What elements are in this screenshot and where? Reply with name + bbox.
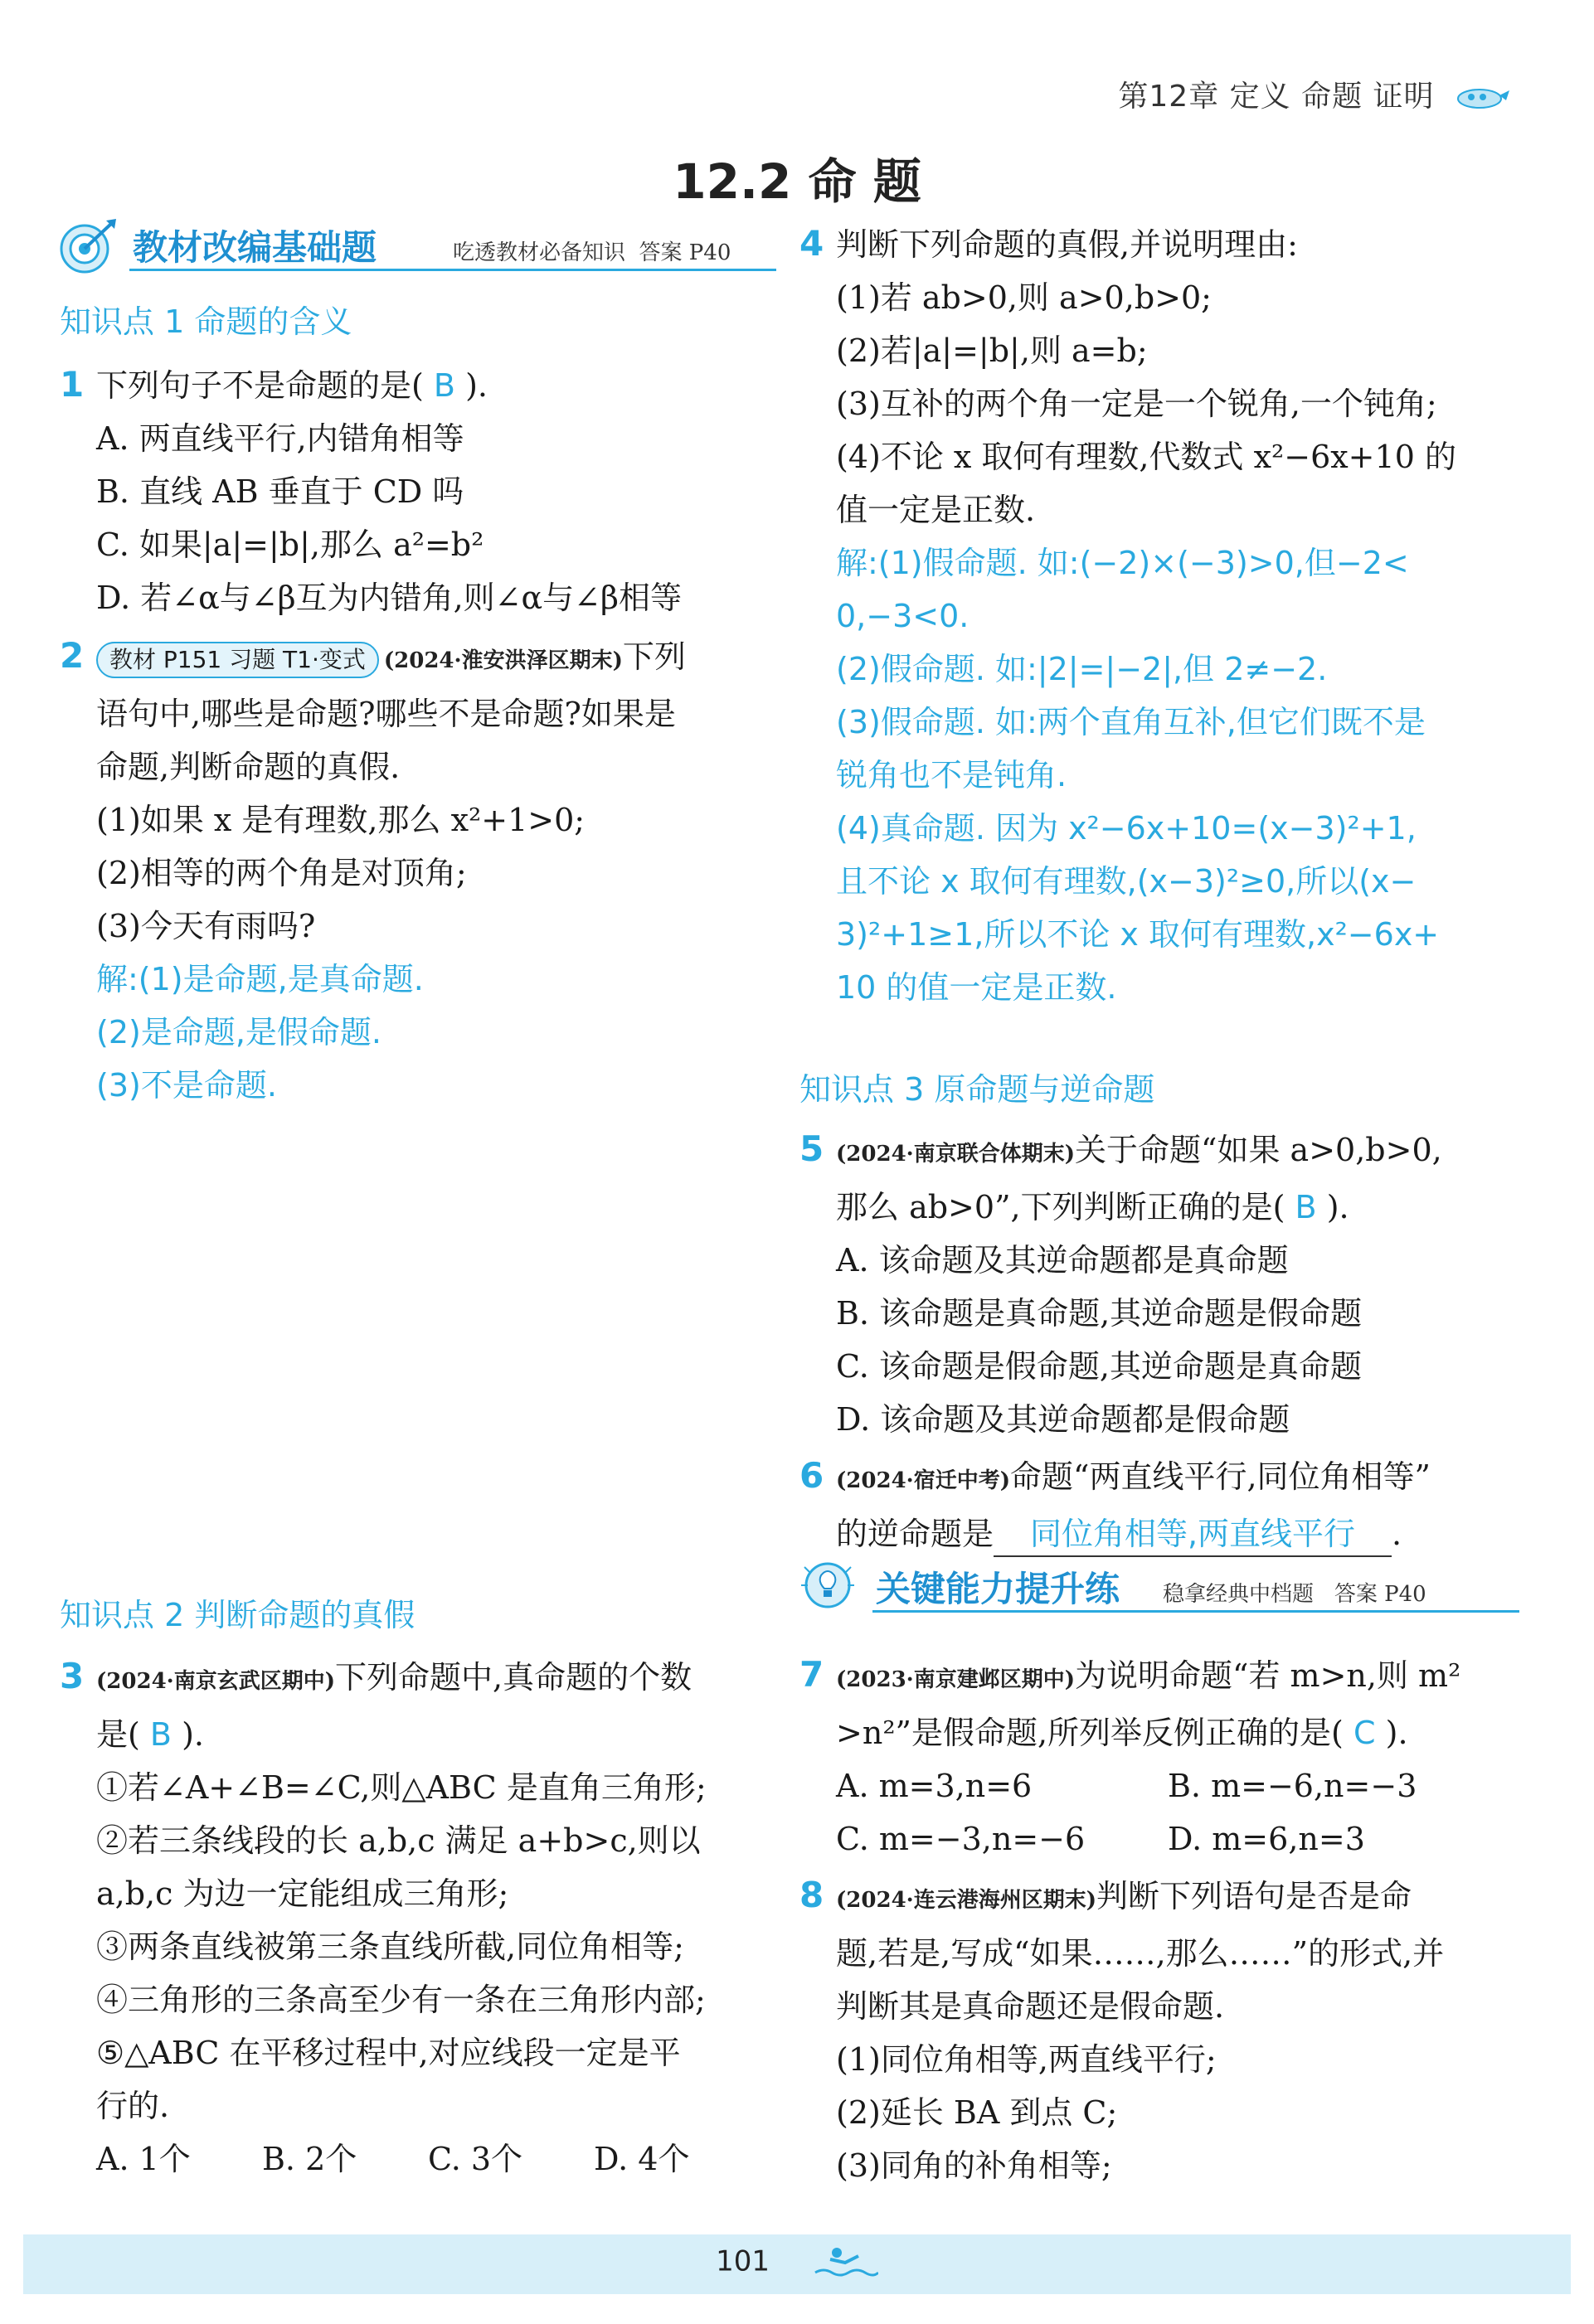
- fill-blank-answer: 同位角相等,两直线平行: [994, 1512, 1392, 1557]
- question-end: .: [1392, 1516, 1402, 1552]
- question-number: 3: [60, 1656, 85, 1696]
- options-row-2: [799, 1812, 1513, 1866]
- statement-1: ①若∠A+∠B=∠C,则△ABC 是直角三角形;: [96, 1769, 707, 1806]
- option-d: D. 若∠α与∠β互为内错角,则∠α与∠β相等: [96, 580, 682, 616]
- section-banner-title: 关键能力提升练: [876, 1569, 1120, 1609]
- question-source: (2024·宿迁中考): [836, 1468, 1011, 1493]
- section-subtitle-text: 稳拿经典中档题: [1163, 1582, 1315, 1607]
- question-end: ).: [1385, 1715, 1408, 1751]
- question-number: 2: [60, 635, 85, 676]
- option-b: B. 2个: [262, 2141, 357, 2177]
- question-line-text: 的逆命题是: [836, 1516, 994, 1552]
- left-column: [60, 295, 773, 1112]
- question-stem: 下列句子不是命题的是(: [96, 367, 424, 404]
- solution-line: (3)不是命题.: [96, 1067, 277, 1104]
- banner-underline: [872, 1610, 1519, 1613]
- solution-line: 解:(1)是命题,是真命题.: [96, 961, 424, 997]
- question-line: 判断下列语句是否是命: [1096, 1878, 1412, 1914]
- question-8: [799, 1869, 1513, 1927]
- option-a: A. 1个: [96, 2141, 191, 2177]
- question-stem-end: ).: [1326, 1189, 1349, 1225]
- lightbulb-icon: [798, 1559, 864, 1617]
- section-banner-basic: [55, 217, 776, 272]
- option-d: D. 4个: [594, 2141, 690, 2177]
- left-column-lower: [60, 1589, 773, 2186]
- option-c: C. m=−3,n=−6: [836, 1821, 1086, 1857]
- solution-line: (3)假命题. 如:两个直角互补,但它们既不是: [836, 704, 1426, 740]
- option-b: B. 直线 AB 垂直于 CD 吗: [96, 473, 464, 510]
- statement-3: ③两条直线被第三条直线所截,同位角相等;: [96, 1929, 684, 1965]
- question-stem-end: ).: [465, 367, 488, 404]
- section-banner-title: 教材改编基础题: [133, 227, 377, 268]
- question-2: [60, 629, 773, 687]
- question-7: [799, 1648, 1513, 1706]
- knowledge-point-1: 知识点 1 命题的含义: [60, 303, 352, 340]
- question-line: (2)相等的两个角是对顶角;: [96, 855, 467, 891]
- question-line: (4)不论 x 取何有理数,代数式 x²−6x+10 的: [836, 439, 1456, 475]
- question-line-text: >n²”是假命题,所列举反例正确的是(: [836, 1715, 1344, 1751]
- option-c: C. 如果|a|=|b|,那么 a²=b²: [96, 526, 484, 563]
- question-number: 5: [799, 1128, 824, 1169]
- answer-choice: B: [1295, 1189, 1317, 1225]
- option-a: A. m=3,n=6: [836, 1768, 1033, 1804]
- answer-choice: C: [1353, 1715, 1376, 1751]
- question-line: 判断下列命题的真假,并说明理由:: [836, 226, 1298, 263]
- section-banner-subtitle: [1163, 1577, 1426, 1608]
- page-number-text: 101: [716, 2244, 770, 2278]
- question-line: (2)若|a|=|b|,则 a=b;: [836, 332, 1148, 369]
- solution-line: 10 的值一定是正数.: [836, 969, 1117, 1006]
- option-c: C. 该命题是假命题,其逆命题是真命题: [836, 1348, 1362, 1385]
- answer-ref: 答案 P40: [1334, 1582, 1426, 1607]
- knowledge-point-2: 知识点 2 判断命题的真假: [60, 1597, 416, 1633]
- question-line: [799, 1706, 1513, 1759]
- question-line: (3)今天有雨吗?: [96, 908, 316, 944]
- option-d: D. 该命题及其逆命题都是假命题: [836, 1401, 1290, 1438]
- question-line: (1)若 ab>0,则 a>0,b>0;: [836, 279, 1212, 316]
- chapter-header: [1118, 73, 1511, 115]
- question-line: 关于命题“如果 a>0,b>0,: [1075, 1132, 1442, 1168]
- options-row-1: [799, 1759, 1513, 1812]
- answer-choice: B: [433, 367, 455, 404]
- question-line-text: 那么 ab>0”,下列判断正确的是(: [836, 1189, 1285, 1225]
- question-line: 命题“两直线平行,同位角相等”: [1010, 1458, 1431, 1495]
- statement-2: ②若三条线段的长 a,b,c 满足 a+b>c,则以: [96, 1822, 701, 1859]
- question-line: 命题,判断命题的真假.: [96, 749, 401, 785]
- solution-line: (2)是命题,是假命题.: [96, 1014, 381, 1050]
- option-a: A. 该命题及其逆命题都是真命题: [836, 1242, 1289, 1278]
- question-number: 4: [799, 223, 824, 264]
- solution-line: (2)假命题. 如:|2|=|−2|,但 2≠−2.: [836, 651, 1328, 687]
- textbook-tag: 教材 P151 习题 T1·变式: [96, 642, 379, 678]
- question-line: 语句中,哪些是命题?哪些不是命题?如果是: [96, 696, 676, 732]
- question-line: 值一定是正数.: [836, 492, 1036, 528]
- solution-line: 3)²+1≥1,所以不论 x 取何有理数,x²−6x+: [836, 916, 1440, 953]
- question-stem-text: 是(: [96, 1716, 140, 1753]
- question-line: 下列命题中,真命题的个数: [335, 1659, 693, 1696]
- right-column: [799, 217, 1513, 1014]
- banner-underline: [129, 269, 776, 271]
- knowledge-point-3: 知识点 3 原命题与逆命题: [799, 1071, 1155, 1108]
- statement-2-cont: a,b,c 为边一定能组成三角形;: [96, 1875, 509, 1912]
- question-line: (1)同位角相等,两直线平行;: [836, 2041, 1217, 2078]
- question-source: (2024·连云港海州区期末): [836, 1888, 1097, 1913]
- question-line: (3)互补的两个角一定是一个锐角,一个钝角;: [836, 386, 1437, 422]
- question-5: [799, 1123, 1513, 1181]
- question-stem: [60, 1708, 773, 1761]
- section-title: 12.2 命 题: [673, 153, 921, 210]
- answer-choice: B: [149, 1716, 172, 1753]
- option-b: B. 该命题是真命题,其逆命题是假命题: [836, 1295, 1363, 1332]
- solution-line: (4)真命题. 因为 x²−6x+10=(x−3)²+1,: [836, 810, 1417, 847]
- question-line: (2)延长 BA 到点 C;: [836, 2094, 1118, 2131]
- question-line: 判断其是真命题还是假命题.: [836, 1988, 1225, 2025]
- question-6: [799, 1449, 1513, 1507]
- question-line: 题,若是,写成“如果……,那么……”的形式,并: [836, 1935, 1445, 1972]
- swimmer-icon: [812, 2244, 878, 2281]
- options-row: [60, 2132, 773, 2186]
- question-line: 为说明命题“若 m>n,则 m²: [1075, 1657, 1461, 1694]
- question-line: (1)如果 x 是有理数,那么 x²+1>0;: [96, 802, 586, 838]
- chapter-header-text: 第12章 定义 命题 证明: [1118, 80, 1435, 114]
- question-line: (3)同角的补角相等;: [836, 2147, 1112, 2184]
- statement-5-cont: 行的.: [96, 2088, 170, 2124]
- target-icon: [55, 217, 121, 275]
- right-column-advanced: [799, 1648, 1513, 2192]
- question-4: [799, 217, 1513, 271]
- answer-ref: 答案 P40: [639, 240, 731, 265]
- solution-line: 且不论 x 取何有理数,(x−3)²≥0,所以(x−: [836, 863, 1417, 900]
- option-b: B. m=−6,n=−3: [1168, 1768, 1417, 1804]
- question-source: (2023·南京建邺区期中): [836, 1667, 1076, 1692]
- page-number: [0, 2244, 1594, 2281]
- question-line: [799, 1507, 1513, 1560]
- option-c: C. 3个: [428, 2141, 523, 2177]
- question-1: [60, 358, 773, 412]
- question-stem-end: ).: [182, 1716, 204, 1753]
- section-subtitle-text: 吃透教材必备知识: [453, 240, 626, 265]
- solution-line: 0,−3<0.: [836, 598, 970, 634]
- section-banner-advanced: [798, 1559, 1519, 1613]
- question-source: (2024·南京玄武区期中): [96, 1669, 336, 1694]
- question-number: 6: [799, 1455, 824, 1496]
- statement-5: ⑤△ABC 在平移过程中,对应线段一定是平: [96, 2035, 681, 2071]
- question-source: (2024·南京联合体期末): [836, 1142, 1076, 1167]
- option-d: D. m=6,n=3: [1168, 1821, 1365, 1857]
- question-line: [799, 1181, 1513, 1234]
- question-number: 7: [799, 1654, 824, 1695]
- question-number: 1: [60, 364, 85, 405]
- solution-line: 锐角也不是钝角.: [836, 757, 1067, 793]
- statement-4: ④三角形的三条高至少有一条在三角形内部;: [96, 1982, 706, 2018]
- right-column-lower: [799, 1063, 1513, 1560]
- solution-line: 解:(1)假命题. 如:(−2)×(−3)>0,但−2<: [836, 545, 1409, 581]
- question-number: 8: [799, 1875, 824, 1915]
- option-a: A. 两直线平行,内错角相等: [96, 420, 464, 457]
- bird-logo-icon: [1453, 84, 1511, 112]
- question-3: [60, 1650, 773, 1708]
- question-source: (2024·淮安洪泽区期末): [383, 648, 623, 673]
- section-banner-subtitle: [453, 235, 731, 266]
- question-line: 下列: [622, 638, 686, 675]
